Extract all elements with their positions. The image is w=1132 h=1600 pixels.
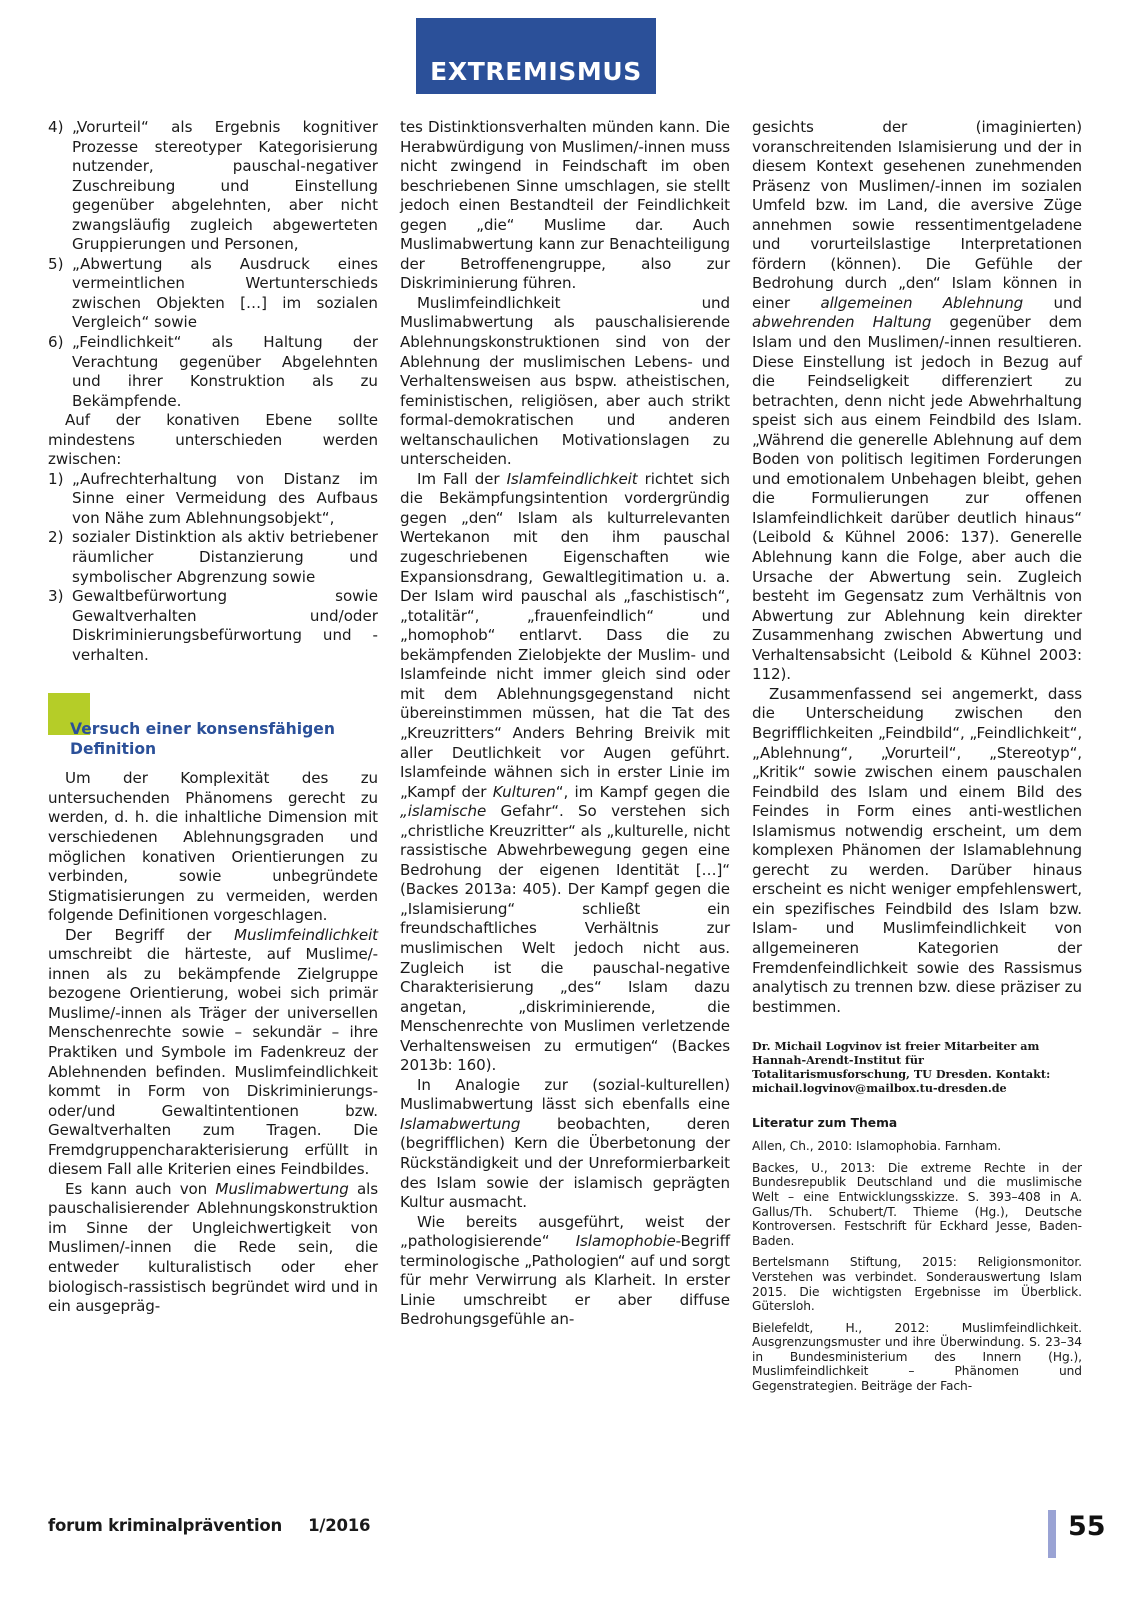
list-item-text: sozialer Distinktion als aktiv betriebener räumlicher Distanzierung und symbolischer Abgrenzung sowie — [72, 528, 378, 586]
emphasis-islamfeindlichkeit: Islamfeindlichkeit — [506, 469, 638, 488]
text-run: gegenüber dem Islam und den Muslimen/-innen resultieren. Diese Einstellung ist jedoch in Bezug auf die Feindseligkeit differenziert zu betrachten, denn nicht jede Abwehrhaltung speist sich aus einem Feindbild des Islam. „Während die generelle Ablehnung auf dem Boden von politisch legitimen Forderungen und emotionalem Unbehagen bleibt, gehen die Formulierungen zur offenen Islamfeindlichkeit darüber deutlich hinaus“ (Leibold & Kühnel 2006: 137). Generelle Ablehnung kann die Folge, aber auch die Ursache der Abwertung sein. Zugleich besteht im Gegensatz zum Verhältnis von Abwertung zur Ablehnung kein direkter Zusammenhang zwischen Abwertung und Verhaltensabsicht (Leibold & Kühnel 2003: 112). — [752, 313, 1082, 684]
paragraph-ablehnungskonstruktionen: Muslimfeindlichkeit und Muslimabwertung als pauschalisierende Ablehnungskonstruktionen sind von der Ablehnung der muslimischen Lebens- und Verhaltensweisen aus bspw. atheistischen, feministischen, religiösen, aber auch strikt formal-demokratischen und anderen weltanschaulichen Motivationslagen zu unterscheiden. — [400, 293, 730, 469]
emphasis-islamabwertung: Islamabwertung — [400, 1114, 521, 1133]
emphasis-allgemeine-ablehnung: allgemeinen Ablehnung — [820, 293, 1024, 312]
bibliography-heading: Literatur zum Thema — [752, 1116, 898, 1131]
column-two — [400, 118, 730, 1463]
list-item-number: 2) — [48, 528, 64, 547]
text-run: Gefahr“. So verstehen sich „christliche Kreuzritter“ als „kulturelle, nicht rassistische Abwehrbewegung gegen eine Bedrohung der eigenen Identität […]“ (Backes 2013a: 405). Der Kampf gegen die „Islamisierung“ schließt ein freundschaftliches Verhältnis zur muslimischen Welt jedoch nicht aus. Zugleich ist die pauschal-negative Charakterisierung „des“ Islam dazu angetan, „diskriminierende, die Menschenrechte von Muslimen verletzende Verhaltensweisen zu ermutigen“ (Backes 2013b: 160). — [400, 802, 730, 1075]
list-item-number: 6) — [48, 333, 64, 352]
list-item — [48, 255, 378, 333]
text-run: richtet sich die Bekämpfungsintention vordergründig gegen „den“ Islam als kulturrelevanten Wertekanon mit den ihm pauschal zugeschriebenen Eigenschaften wie Expansionsdrang, Gewaltlegitimation u. a. Der Islam wird pauschal als „faschistisch“, „totalitär“, „frauenfeindlich“ und „homophob“ entlarvt. Dass die zu bekämpfenden Zielobjekte der Muslim- und Islamfeinde nicht immer gleich sind oder mit dem Ablehnungsgegenstand nicht übereinstimmen müssen, hat die Tat des „Kreuzritters“ Anders Behring Breivik mit aller Deutlichkeit vor Augen geführt. Islamfeinde wähnen sich in erster Linie im „Kampf der — [400, 469, 730, 801]
paragraph-zusammenfassung: Zusammenfassend sei angemerkt, dass die Unterscheidung zwischen den Begrifflichkeiten „Feindbild“, „Feindlichkeit“, „Ablehnung“, „Vorurteil“, „Stereotyp“, „Kritik“ sowie zwischen einem pauschalen Feindbild des Islam und einem Bild des Feindes in Form eines anti-westlichen Islamismus notwendig erscheint, um dem komplexen Phänomen der Islamablehnung gerecht zu werden. Darüber hinaus erscheint es nicht weniger empfehlenswert, ein spezifisches Feindbild des Islam bzw. Islam- und Muslimfeindlichkeit von allgemeineren Kategorien der Fremdenfeindlichkeit sowie des Rassismus analytisch zu trennen bzw. diese präziser zu bestimmen. — [752, 684, 1083, 1016]
list-item-text: „Aufrechterhaltung von Distanz im Sinne einer Vermeidung des Aufbaus von Nähe zum Ablehnungsobjekt“, — [72, 469, 378, 527]
paragraph-begriff-muslimfeindlichkeit — [48, 926, 378, 1180]
page-number: 55 — [1068, 1511, 1106, 1542]
footer-journal-name: forum kriminalprävention — [48, 1516, 283, 1535]
paragraph-muslimabwertung — [48, 1180, 378, 1317]
text-run: Es kann auch von — [65, 1179, 216, 1198]
list-item — [48, 333, 378, 411]
list-item-number: 4) — [48, 118, 64, 136]
list-item — [48, 118, 378, 255]
paragraph-islamophobie-begriff — [400, 1213, 730, 1330]
list-item — [48, 470, 378, 529]
list-item-number: 5) — [48, 254, 64, 273]
list-item-text: Gewaltbefürwortung sowie Gewaltverhalten und/oder Diskriminierungsbefürwortung und -verhalten. — [72, 587, 378, 664]
paragraph-imaginierte-islamisierung — [752, 118, 1082, 685]
emphasis-islamophobie: Islamophobie — [575, 1232, 676, 1251]
text-run: “, im Kampf gegen die — [555, 782, 730, 801]
footer-journal-info — [48, 1516, 370, 1535]
emphasis-islamische: „islamische — [400, 802, 487, 821]
list-item-text: „Abwertung als Ausdruck eines vermeintlichen Wertunterschieds zwischen Objekten […] im sozialen Vergleich“ sowie — [72, 254, 378, 332]
page-header-title: EXTREMISMUS — [430, 57, 642, 86]
definition-list-konative — [48, 470, 378, 665]
text-run: Der Begriff der — [65, 925, 235, 944]
bibliography-entry: Bielefeldt, H., 2012: Muslimfeindlichkeit. Ausgrenzungsmuster und ihre Überwindung. S. 23–34 in Bundesministerium des Innern (Hg.), Muslimfeindlichkeit – Phänomen und Gegenstrategien. Beiträge der Fach- — [752, 1320, 1082, 1394]
emphasis-muslimfeindlichkeit: Muslimfeindlichkeit — [234, 925, 378, 944]
column-one — [48, 118, 378, 1463]
paragraph-distinktionsverhalten: tes Distinktionsverhalten münden kann. Die Herabwürdigung von Muslimen/-innen muss nicht zwingend in Feindschaft im oben beschriebenen Sinne umschlagen, sie stellt jedoch einen Bestandteil der Feindlichkeit gegen „die“ Muslime dar. Auch Muslimabwertung kann zur Benachteiligung der Betroffenengruppe, also zur Diskriminierung führen. — [400, 118, 730, 293]
text-run: umschreibt die härteste, auf Muslime/-innen als zu bekämpfende Zielgruppe bezogene Orientierung, wobei sich primär Muslime/-innen als Träger der universellen Menschenrechte sowie – sekundär – ihre Praktiken und Symbole im Fadenkreuz der Ablehnenden befinden. Muslimfeindlichkeit kommt in Form von Diskriminierungs- oder/und Gewaltintentionen bzw. Gewaltverhalten zum Tragen. Die Fremdgruppencharakterisierung erfüllt in diesem Fall alle Kriterien eines Feindbildes. — [48, 945, 378, 1179]
author-biography: Dr. Michail Logvinov ist freier Mitarbeiter am Hannah-Arendt-Institut für Totalitarismusforschung, TU Dresden. Kontakt: michail.logvinov@mailbox.tu-dresden.de — [752, 1039, 1051, 1096]
list-item-number: 1) — [48, 469, 64, 488]
paragraph-islamabwertung — [400, 1076, 730, 1213]
paragraph-islamfeindlichkeit — [400, 470, 730, 1076]
emphasis-muslimabwertung: Muslimabwertung — [215, 1179, 349, 1198]
paragraph-komplexitaet: Um der Komplexität des zu untersuchenden Phänomens gerecht zu werden, d. h. die inhaltliche Dimension mit verschiedenen Ablehnungsgraden und möglichen konativen Orientierungen zu verbinden, sowie unbegründete Stigmatisierungen zu vermeiden, werden folgende Definitionen vorgeschlagen. — [48, 769, 378, 925]
text-run: und — [1023, 293, 1082, 312]
column-three — [752, 118, 1082, 1463]
text-run: -Begriff terminologische „Pathologien“ auf und sorgt für mehr Verwirrung als Klarheit. In erster Linie umschreibt er aber diffuse Bedrohungsgefühle an- — [400, 1232, 730, 1329]
text-run: als pauschalisierender Ablehnungskonstruktion im Sinne der Ungleichwertigkeit von Muslimen/-innen die Rede sein, die entweder kulturalistisch oder eher biologisch-rassistisch begründet wird und in ein ausgepräg- — [48, 1179, 378, 1316]
section-heading-text: Versuch einer konsensfähigen Definition — [70, 720, 335, 759]
text-run: In Analogie zur (sozial-kulturellen) Muslimabwertung lässt sich ebenfalls eine — [400, 1075, 730, 1114]
bibliography-entry: Bertelsmann Stiftung, 2015: Religionsmonitor. Verstehen was verbindet. Sonderauswertung Islam 2015. Die wichtigsten Ergebnisse im Überblick. Gütersloh. — [752, 1255, 1082, 1314]
emphasis-kulturen: Kulturen — [492, 782, 556, 801]
emphasis-abwehrende-haltung: abwehrenden Haltung — [752, 313, 932, 332]
list-item-text: „Vorurteil“ als Ergebnis kognitiver Prozesse stereotyper Kategorisierung nutzender, pauschal-negativer Zuschreibung und Einstellung gegenüber abgelehnten, aber nicht zwangsläufig zugleich abgewerteten Gruppierungen und Personen, — [72, 118, 378, 254]
bibliography-entry: Allen, Ch., 2010: Islamophobia. Farnham. — [752, 1139, 1002, 1154]
page-number-rule — [1048, 1510, 1056, 1558]
text-run: Wie bereits ausgeführt, weist der „pathologisierende“ — [400, 1212, 730, 1251]
paragraph-konative-ebene: Auf der konativen Ebene sollte mindestens unterschieden werden zwischen: — [48, 411, 378, 469]
list-item-text: „Feindlichkeit“ als Haltung der Verachtung gegenüber Abgelehnten und ihrer Konstruktion als zu Bekämpfende. — [72, 333, 378, 410]
section-heading-block — [48, 693, 378, 759]
list-item — [48, 528, 378, 587]
article-columns — [48, 118, 1084, 1463]
text-run: gesichts der (imaginierten) voranschreitenden Islamisierung und der in diesem Kontext gesehenen zunehmenden Präsenz von Muslimen/-innen im sozialen Umfeld bzw. im Land, die aversive Züge annehmen sowie ressentimentgeladene und vorurteilslastige Interpretationen fördern (können). Die Gefühle der Bedrohung durch „den“ Islam können in einer — [752, 118, 1082, 312]
bibliography-entry: Backes, U., 2013: Die extreme Rechte in der Bundesrepublik Deutschland und die muslimische Welt – eine Entwicklungsskizze. S. 393–408 in A. Gallus/Th. Schubert/T. Thieme (Hg.), Deutsche Kontroversen. Festschrift für Eckhard Jesse, Baden-Baden. — [752, 1160, 1082, 1248]
definition-list-cognitive — [48, 118, 378, 411]
list-item-number: 3) — [48, 587, 64, 606]
text-run: Im Fall der — [417, 469, 507, 488]
text-run: beobachten, deren (begrifflichen) Kern die Überbetonung der Rückständigkeit und der Unreformierbarkeit des Islam sowie der islamisch geprägten Kultur ausmacht. — [400, 1114, 730, 1212]
list-item — [48, 587, 378, 665]
footer-issue-number: 1/2016 — [308, 1516, 371, 1535]
